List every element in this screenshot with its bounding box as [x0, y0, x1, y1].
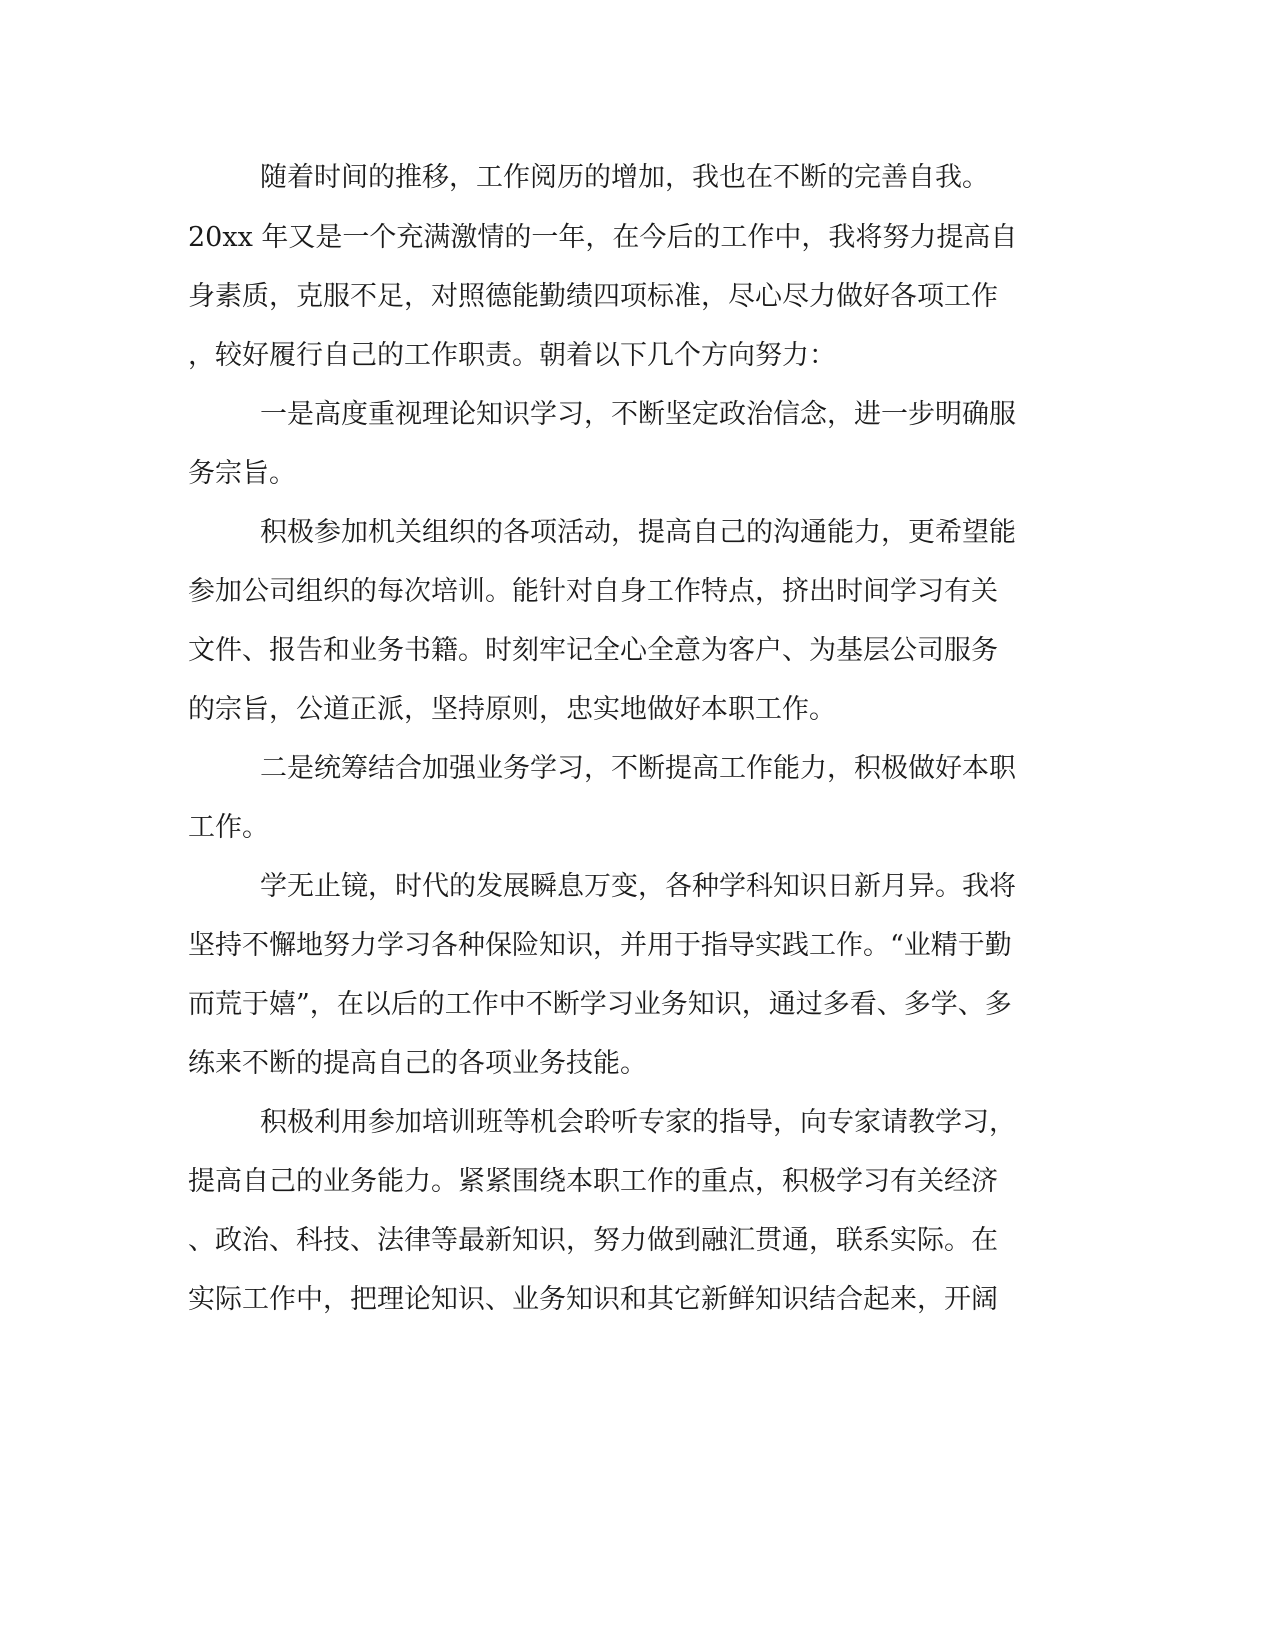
text-line: 积极参加机关组织的各项活动，提高自己的沟通能力，更希望能	[260, 517, 1016, 548]
text-line: 坚持不懈地努力学习各种保险知识，并用于指导实践工作。“业精于勤	[188, 930, 1012, 961]
text-line: 二是统筹结合加强业务学习，不断提高工作能力，积极做好本职	[260, 753, 1016, 784]
text-line: 而荒于嬉”，在以后的工作中不断学习业务知识，通过多看、多学、多	[188, 989, 1012, 1020]
text-line: 、政治、科技、法律等最新知识，努力做到融汇贯通，联系实际。在	[188, 1225, 998, 1256]
text-line: 参加公司组织的每次培训。能针对自身工作特点，挤出时间学习有关	[188, 576, 998, 607]
text-line: 文件、报告和业务书籍。时刻牢记全心全意为客户、为基层公司服务	[188, 635, 998, 666]
text-line: 练来不断的提高自己的各项业务技能。	[188, 1048, 647, 1079]
text-line: 务宗旨。	[188, 458, 296, 489]
text-line: 工作。	[188, 812, 269, 843]
text-line: 20xx 年又是一个充满激情的一年，在今后的工作中，我将努力提高自	[188, 222, 1018, 253]
text-line: 随着时间的推移，工作阅历的增加，我也在不断的完善自我。	[260, 162, 989, 193]
text-line: 的宗旨，公道正派，坚持原则，忠实地做好本职工作。	[188, 694, 836, 725]
text-line: 学无止镜，时代的发展瞬息万变，各种学科知识日新月异。我将	[260, 871, 1016, 902]
text-line: 实际工作中，把理论知识、业务知识和其它新鲜知识结合起来，开阔	[188, 1284, 998, 1315]
text-line: 积极利用参加培训班等机会聆听专家的指导，向专家请教学习，	[260, 1107, 1016, 1138]
text-line: 身素质，克服不足，对照德能勤绩四项标准，尽心尽力做好各项工作	[188, 281, 998, 312]
text-line: 一是高度重视理论知识学习，不断坚定政治信念，进一步明确服	[260, 399, 1016, 430]
text-line: 提高自己的业务能力。紧紧围绕本职工作的重点，积极学习有关经济	[188, 1166, 998, 1197]
text-line: ，较好履行自己的工作职责。朝着以下几个方向努力：	[188, 340, 836, 371]
